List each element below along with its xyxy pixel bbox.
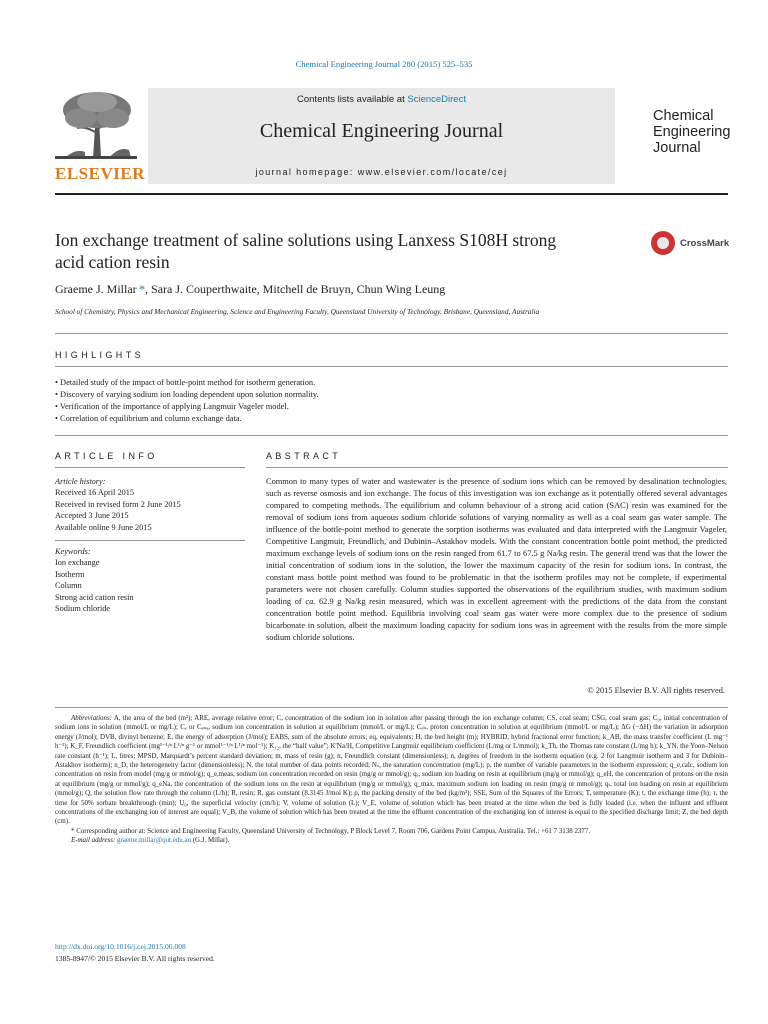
abstract-copyright: © 2015 Elsevier B.V. All rights reserved. <box>587 686 725 695</box>
abstract-abbrev: ca. <box>305 597 316 606</box>
author-name: Graeme J. Millar <box>55 282 137 296</box>
article-title <box>55 229 645 273</box>
highlights-heading: HIGHLIGHTS <box>55 350 145 360</box>
abstract-text <box>266 476 727 644</box>
divider <box>55 707 728 708</box>
history-item: Available online 9 June 2015 <box>55 522 152 532</box>
divider <box>55 333 728 334</box>
crossmark-label: CrossMark <box>680 237 730 249</box>
highlights-list <box>55 377 728 425</box>
footnotes <box>55 714 728 846</box>
corresponding-author-footnote: * Corresponding author at: Science and Engineering Faculty, Queensland University of Technology, P Block Level 7, Room 706, Gardens Point Campus, Australia. Tel.: +61 7 3138 2377. <box>71 826 591 835</box>
crossmark-icon <box>651 231 675 255</box>
abstract-heading: ABSTRACT <box>266 451 342 461</box>
journal-header <box>55 88 731 186</box>
crossmark-button[interactable] <box>651 229 731 257</box>
article-history <box>55 476 245 533</box>
divider <box>55 366 728 367</box>
history-item: Received 16 April 2015 <box>55 488 135 498</box>
journal-citation[interactable]: Chemical Engineering Journal 280 (2015) 525–535 <box>295 59 473 69</box>
email-footnote <box>55 836 728 845</box>
sciencedirect-link[interactable]: ScienceDirect <box>407 94 466 105</box>
keyword: Isotherm <box>55 569 85 579</box>
author-email-link[interactable]: graeme.millar@qut.edu.au <box>117 836 192 845</box>
keywords <box>55 546 245 614</box>
contents-available-line <box>148 94 615 105</box>
keyword: Sodium chloride <box>55 604 111 614</box>
keywords-label: Keywords: <box>55 547 91 556</box>
divider <box>55 540 245 541</box>
journal-cover-title <box>653 108 733 156</box>
contents-prefix: Contents lists available at <box>297 94 408 105</box>
abbreviations-label: Abbreviations: <box>71 714 112 722</box>
article-title-line: acid cation resin <box>55 252 170 272</box>
highlight-item: • Correlation of equilibrium and column exchange data. <box>55 413 728 425</box>
history-item: Received in revised form 2 June 2015 <box>55 499 181 509</box>
other-authors: , Sara J. Couperthwaite, Mitchell de Bruyn, Chun Wing Leung <box>145 282 446 296</box>
email-suffix: (G.J. Millar). <box>191 836 230 845</box>
history-item: Accepted 3 June 2015 <box>55 511 129 521</box>
doi-link[interactable]: http://dx.doi.org/10.1016/j.cej.2015.06.008 <box>55 942 186 951</box>
publisher-name: ELSEVIER <box>55 164 145 183</box>
journal-homepage-link[interactable]: journal homepage: www.elsevier.com/locate/cej <box>255 167 508 177</box>
elsevier-logo[interactable] <box>55 88 145 184</box>
divider <box>266 467 728 468</box>
keyword: Strong acid cation resin <box>55 592 134 602</box>
highlight-item: • Detailed study of the impact of bottle-point method for isotherm generation. <box>55 377 728 389</box>
cover-title-line: Engineering <box>653 124 731 140</box>
divider <box>55 435 728 436</box>
elsevier-tree-icon <box>55 88 137 160</box>
corresponding-author-marker[interactable]: * <box>136 282 146 296</box>
abstract-part: 62.9 g Na/kg resin measured, which was in excellent agreement with the predictions of the data from the constant concentration bottle point method. Equilibria involving coal seam gas water were more complex due to the presence of sodium bicarbonate in solution, albeit the maximum loading capacity for sodium ions was in agreement with the results from the more simple sodium chloride solutions. <box>266 597 727 642</box>
keyword: Ion exchange <box>55 558 100 568</box>
article-info-heading: ARTICLE INFO <box>55 451 158 461</box>
cover-title-line: Journal <box>653 140 701 156</box>
issn-copyright: 1385-8947/© 2015 Elsevier B.V. All rights reserved. <box>55 954 215 963</box>
affiliation: School of Chemistry, Physics and Mechanical Engineering, Science and Engineering Faculty, Queensland University of Technology, Brisbane, Queensland, Australia <box>55 307 540 316</box>
divider <box>55 467 245 468</box>
header-divider <box>55 193 728 195</box>
abstract-part: Common to many types of water and wastewater is the presence of sodium ions which can be removed by desalination technologies, such as reverse osmosis and ion exchange. The focus of this investigation was ion exchange as it potentially offered several advantages compared to competing methods. The equilibrium and column behaviour of a strong acid cation (SAC) resin was examined for the removal of sodium ions from aqueous sodium chloride solutions of varying normality as well as a coal seam gas water sample. The influence of the bottle-point method to generate the sorption isotherms was evaluated and data interpreted with the Langmuir Vageler, Competitive Langmuir, Freundlich, and Dubinin–Astakhov models. With the constant concentration bottle point method, the predicted maximum exchange levels of sodium ions on the resin ranged from 61.7 to 67.5 g Na/kg resin. The general trend was that the lower the initial concentration of sodium ions in the solution, the lower the maximum capacity of the resin for sodium ions. In contrast, the constant mass bottle point method was found to be problematic in that the isotherm profiles may not be complete, if experimental parameters were not chosen carefully. Column studies supported the observations of the equilibrium studies, with maximum sodium loading of <box>266 477 727 606</box>
journal-header-band <box>148 88 615 184</box>
keyword: Column <box>55 581 82 591</box>
abbreviations-text: A, the area of the bed (m²); ARE, average relative error; C, concentration of the sodium ion in solution after passing through the ion exchange column; CS, coal seam; CSG, coal seam gas; C₀, initial concentration of sodium ions in solution (mmol/L or mg/L); Cₑ or Cₑₙₐ, sodium ion concentration in solution at equilibrium (mmol/L or mg/L); Cₑₕ, proton concentration in solution at equilibrium (mmol/L or mg/L); ΔG (−ΔH) the variation in adsorption energy (J/mol); DVB, divinyl benzene; E, the energy of adsorption (J/mol); EABS, sum of the absolute errors; eq, equivalents; H, the bed height (m); HYBRID, hybrid fractional error function; k_AB, the mass transfer coefficient (L mg⁻¹ h⁻¹); K_F, Freundlich coefficient (mg¹⁻¹/ⁿ L¹/ⁿ g⁻¹ or mmol¹⁻¹/ⁿ L¹/ⁿ mol⁻¹); K₁₂, the “half value”; K′Na/H, Competitive Langmuir equilibrium coefficient (L/mg or L/mmol); k_Th, the Thomas rate constant (L/mg h); k_YN, the Yoon–Nelson rate constant (h⁻¹); L, litres; MPSD, Marquardt’s percent standard deviation; m, mass of resin (g); n, Freundlich constant (dimensionless); n, degrees of freedom in the isotherm equation (e.g. 2 for Langmuir isotherm and 3 for Dubinin–Astakhov isotherm); n_D, the heterogeneity factor (dimensionless); N, the total number of data points recorded; Nₛ, the saturation concentration (mg/L); p, the number of variable parameters in the isotherm expression; q_e,calc, sodium ion concentration on resin from model (mg/g or mmol/g); q_e,meas, sodium ion concentration recorded on resin (mg/g or mmol/g); qₑ, sodium ion loading on resin at equilibrium (mg/g or mmol/g); q_eH, the concentration of protons on the resin at equilibrium (mg/g or mmol/g); q_eNa, the concentration of the sodium ions on the resin at equilibrium (mg/g or mmol/g); q_max, maximum sodium ion loading on resin (mg/g or mmol/g); qₜ, total ion loading on resin at equilibrium (mmol/g); Q, the solution flow rate through the column (L/h); R, resin; R, gas constant (8.3145 J/mol K); ρ, the packing density of the bed (kg/m³); SSE, Sum of the Squares of the Errors; T, temperature (K); t, the exchange time (h); τ, the time for 50% sorbate breakthrough (min); U₀, the superficial velocity (cm/h); V, volume of solution (L); V_E, volume of solution which has been treated at the time when the bed is fully loaded (i.e. when the influent and effluent concentrations of the exchanging ion of interest are equal); V_B, the volume of solution which has been treated at the time the effluent concentration of the exchanging ion of interest is equal to the specified discharge limit; Z, the bed depth (cm). <box>55 714 728 826</box>
highlight-item: • Discovery of varying sodium ion loading dependent upon solution normality. <box>55 389 728 401</box>
author-list <box>55 282 728 297</box>
history-label: Article history: <box>55 477 106 486</box>
email-label: E-mail address: <box>71 836 116 845</box>
highlight-item: • Verification of the importance of applying Langmuir Vageler model. <box>55 401 728 413</box>
cover-title-line: Chemical <box>653 108 714 124</box>
abbreviations-footnote <box>55 714 728 827</box>
article-title-line: Ion exchange treatment of saline solutions using Lanxess S108H strong <box>55 230 557 250</box>
journal-title: Chemical Engineering Journal <box>259 120 504 142</box>
